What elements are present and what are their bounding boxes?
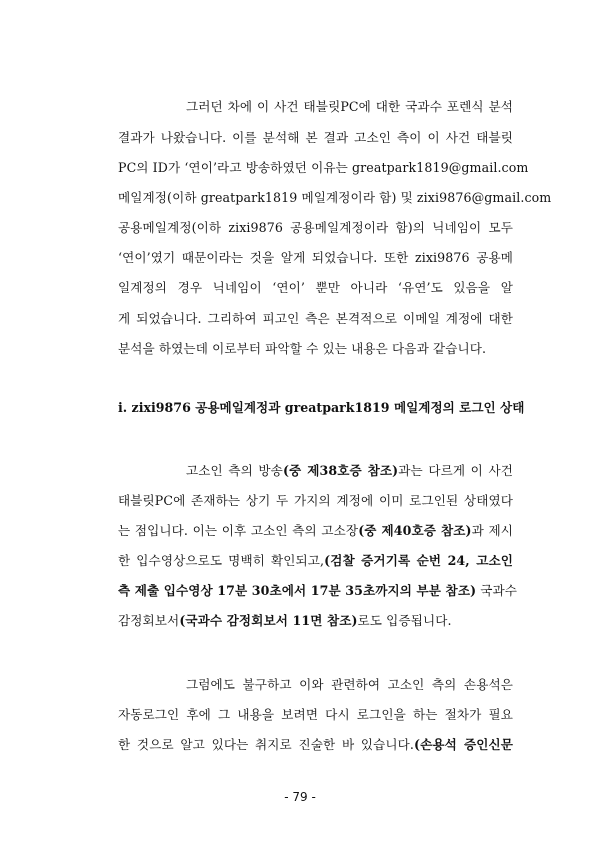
para1-line-2: 결과가 나왔습니다. 이를 분석해 본 결과 고소인 측이 이 사건 태블릿 [118, 130, 513, 145]
para2-text: 고소인 측의 방송 [186, 463, 283, 478]
para1-line-3: PC의 ID가 ‘연이’라고 방송하였던 이유는 greatpark1819@gmail.com [118, 160, 529, 175]
para1-line-8: 게 되었습니다. 그리하여 피고인 측은 본격적으로 이메일 계정에 대한 [118, 311, 513, 326]
para2-reference: (중 제38호증 참조) [282, 463, 399, 478]
page-number: - 79 - [284, 790, 316, 804]
para2-reference: (중 제40호증 참조) [358, 523, 472, 538]
para3-line-1: 그럼에도 불구하고 이와 관련하여 고소인 측의 손용석은 [186, 677, 513, 692]
para3-line-3 [118, 737, 513, 753]
para2-line-6 [118, 613, 513, 629]
para2-line-5 [118, 583, 518, 599]
para2-line-1 [186, 463, 513, 479]
para2-text: 과 제시 [471, 523, 514, 538]
para1-line-4: 메일계정(이하 greatpark1819 메일계정이라 함) 및 zixi9876@gmail.com [118, 190, 552, 205]
para2-text: 과는 다르게 이 사건 [398, 463, 514, 478]
para2-reference: 측 제출 입수영상 17분 30초에서 17분 35초까지의 부분 참조) [118, 583, 477, 598]
para2-line-3 [118, 523, 513, 539]
para2-text: 국과수 [476, 583, 518, 598]
para2-line-2: 태블릿PC에 존재하는 상기 두 가지의 계정에 이미 로그인된 상태였다 [118, 493, 513, 508]
para2-line-4 [118, 553, 513, 569]
para1-line-5: 공용메일계정(이하 zixi9876 공용메일계정이라 함)의 닉네임이 모두 [118, 220, 513, 235]
para1-line-9: 분석을 하였는데 이로부터 파악할 수 있는 내용은 다음과 같습니다. [118, 341, 487, 356]
para3-reference: (손용석 증인신문 [414, 737, 514, 752]
section-heading: ⅰ. zixi9876 공용메일계정과 greatpark1819 메일계정의 로그인 상태 [118, 400, 525, 415]
para3-text: 한 것으로 알고 있다는 취지로 진술한 바 있습니다. [118, 737, 415, 752]
para3-line-2: 자동로그인 후에 그 내용을 보려면 다시 로그인을 하는 절차가 필요 [118, 707, 513, 722]
para2-text: 로도 입증됩니다. [357, 613, 452, 628]
para1-line-6: ‘연이’였기 때문이라는 것을 알게 되었습니다. 또한 zixi9876 공용메 [118, 250, 513, 265]
para2-text: 한 입수영상으로도 명백히 확인되고, [118, 553, 325, 568]
para2-reference: (국과수 감정회보서 11면 참조) [179, 613, 358, 628]
para1-line-1: 그러던 차에 이 사건 태블릿PC에 대한 국과수 포렌식 분석 [186, 99, 513, 114]
para2-reference: (검찰 증거기록 순번 24, 고소인 [324, 553, 513, 568]
para2-text: 는 점입니다. 이는 이후 고소인 측의 고소장 [118, 523, 359, 538]
para2-text: 감정회보서 [118, 613, 180, 628]
para1-line-7: 일계정의 경우 닉네임이 ‘연이’ 뿐만 아니라 ‘유연’도 있음을 알 [118, 280, 513, 295]
